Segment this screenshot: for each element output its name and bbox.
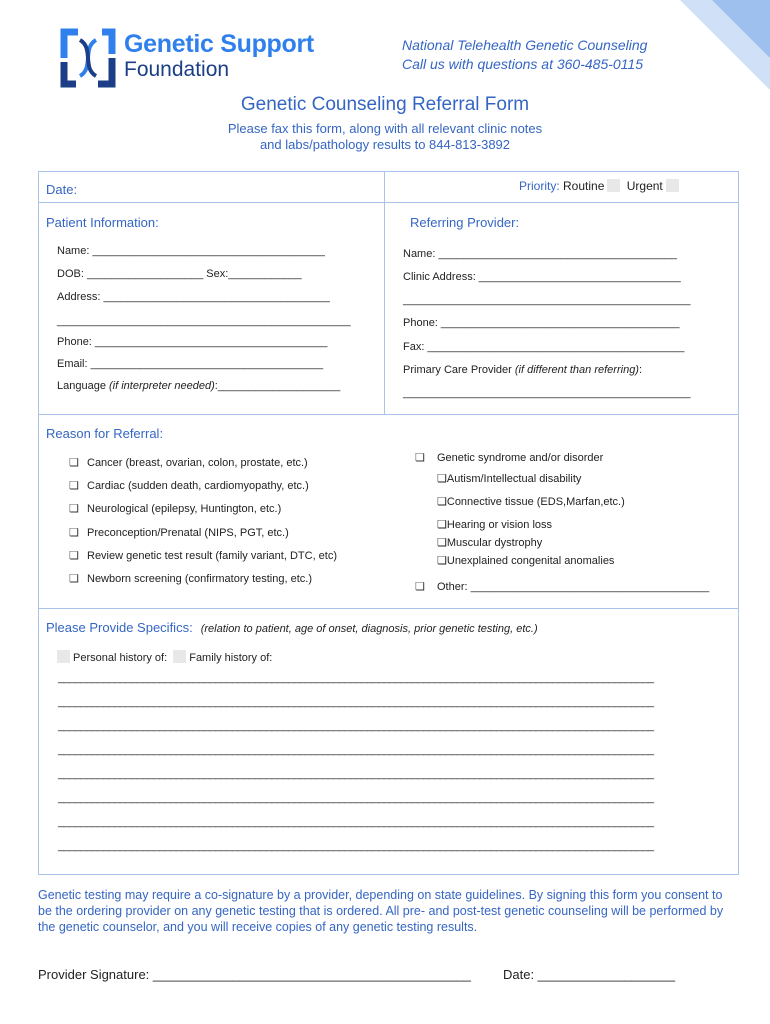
reason-sub-item[interactable]: [437, 554, 614, 567]
history-options: [57, 650, 272, 664]
logo-text-line2: Foundation: [124, 58, 230, 81]
reason-heading: Reason for Referral:: [46, 426, 164, 441]
pcp-label: Primary Care Provider: [403, 364, 515, 376]
reason-item-label: Hearing or vision loss: [446, 519, 553, 531]
urgent-checkbox[interactable]: [666, 179, 679, 192]
specifics-note: (relation to patient, age of onset, diagnosis, prior genetic testing, etc.): [200, 623, 538, 635]
reason-item-label: Cardiac (sudden death, cardiomyopathy, etc.): [87, 480, 309, 492]
patient-name-field[interactable]: Name: ______________________________________: [57, 245, 325, 257]
reason-item-label: Genetic syndrome and/or disorder: [437, 452, 604, 464]
reason-item-label: Autism/Intellectual disability: [446, 473, 582, 485]
language-line: :____________________: [214, 380, 341, 392]
divider: [39, 202, 738, 203]
specifics-line[interactable]: __________________________________________________________________________________________________________: [58, 720, 654, 732]
tagline-phone: Call us with questions at 360-485-0115: [402, 56, 644, 72]
reason-item[interactable]: [69, 456, 308, 469]
specifics-line[interactable]: __________________________________________________________________________________________________________: [58, 696, 654, 708]
priority-label: Priority:: [519, 179, 560, 193]
divider: [39, 608, 738, 609]
checkbox-icon: ❏: [415, 581, 425, 593]
logo-text-line1: Genetic Support: [124, 30, 314, 58]
patient-address-line2[interactable]: ________________________________________________: [57, 315, 351, 327]
reason-item-label: Unexplained congenital anomalies: [446, 555, 615, 567]
page-title: Genetic Counseling Referral Form: [240, 94, 530, 115]
specifics-line[interactable]: __________________________________________________________________________________________________________: [58, 792, 654, 804]
reason-item[interactable]: [69, 479, 309, 492]
routine-label: Routine: [563, 179, 605, 193]
provider-heading: Referring Provider:: [410, 215, 520, 230]
logo: [58, 28, 328, 90]
provider-signature-field[interactable]: Provider Signature: ____________________________________________: [38, 967, 472, 982]
patient-heading: Patient Information:: [46, 215, 159, 230]
specifics-line[interactable]: __________________________________________________________________________________________________________: [58, 744, 654, 756]
reason-other-field: Other: _______________________________________: [437, 581, 710, 593]
pcp-note: (if different than referring): [514, 364, 639, 376]
signature-date-field[interactable]: Date: ___________________: [503, 967, 676, 982]
checkbox-icon: ❏: [69, 457, 79, 469]
reason-other[interactable]: [415, 580, 709, 593]
column-divider: [384, 172, 385, 414]
checkbox-icon: ❏: [415, 452, 425, 464]
specifics-line[interactable]: __________________________________________________________________________________________________________: [58, 816, 654, 828]
checkbox-icon: ❏: [437, 496, 447, 508]
tagline: [402, 36, 647, 74]
checkbox-icon: ❏: [69, 527, 79, 539]
reason-item-label: Cancer (breast, ovarian, colon, prostate, etc.): [87, 457, 308, 469]
tagline-service: National Telehealth Genetic Counseling: [402, 37, 648, 53]
reason-syndrome[interactable]: [415, 451, 603, 464]
pcp-colon: :: [638, 364, 643, 376]
page-subtitle: [0, 121, 770, 153]
reason-sub-item[interactable]: [437, 472, 581, 485]
checkbox-icon: ❏: [69, 480, 79, 492]
patient-dob-sex-field[interactable]: DOB: ___________________ Sex:____________: [57, 268, 302, 280]
reason-item-label: Connective tissue (EDS,Marfan,etc.): [446, 496, 625, 508]
reason-sub-item[interactable]: [437, 518, 552, 531]
reason-sub-item[interactable]: [437, 536, 542, 549]
provider-clinic-field[interactable]: Clinic Address: _________________________________: [403, 271, 681, 283]
urgent-label: Urgent: [626, 179, 663, 193]
reason-item-label: Neurological (epilepsy, Huntington, etc.): [87, 503, 282, 515]
subtitle-line2: and labs/pathology results to 844-813-3892: [259, 137, 511, 152]
reason-item-label: Preconception/Prenatal (NIPS, PGT, etc.): [87, 527, 289, 539]
reason-item[interactable]: [69, 526, 289, 539]
reason-item[interactable]: [69, 572, 312, 585]
checkbox-icon: ❏: [437, 473, 447, 485]
patient-address-field[interactable]: Address: _____________________________________: [57, 291, 330, 303]
subtitle-line1: Please fax this form, along with all relevant clinic notes: [227, 121, 543, 136]
personal-history-label: Personal history of:: [73, 652, 168, 664]
checkbox-icon: ❏: [437, 537, 447, 549]
disclaimer: Genetic testing may require a co-signature by a provider, depending on state guidelines. By signing this form you consent to be the ordering provider on any genetic testing that is ordered. All pre- and post-test genetic counseling will be performed by the genetic counselor, and you will receive copies of any genetic testing results.: [38, 888, 724, 934]
provider-clinic-line2[interactable]: _______________________________________________: [403, 294, 691, 306]
provider-phone-field[interactable]: Phone: _______________________________________: [403, 317, 680, 329]
specifics-line[interactable]: __________________________________________________________________________________________________________: [58, 672, 654, 684]
language-label: Language: [57, 380, 109, 392]
patient-phone-field[interactable]: Phone: ______________________________________: [57, 336, 328, 348]
patient-language-field[interactable]: [57, 380, 340, 392]
provider-pcp-line[interactable]: _______________________________________________: [403, 387, 691, 399]
family-history-label: Family history of:: [189, 652, 273, 664]
specifics-line[interactable]: __________________________________________________________________________________________________________: [58, 768, 654, 780]
checkbox-icon: ❏: [69, 573, 79, 585]
reason-item[interactable]: [69, 502, 281, 515]
routine-checkbox[interactable]: [607, 179, 620, 192]
corner-decoration: [680, 0, 770, 90]
dna-helix-icon: [58, 28, 118, 88]
provider-fax-field[interactable]: Fax: __________________________________________: [403, 341, 685, 353]
provider-name-field[interactable]: Name: _______________________________________: [403, 248, 678, 260]
specifics-title: Please Provide Specifics:: [46, 620, 193, 635]
checkbox-icon: ❏: [69, 503, 79, 515]
divider: [39, 414, 738, 415]
family-history-checkbox[interactable]: [173, 650, 186, 663]
personal-history-checkbox[interactable]: [57, 650, 70, 663]
specifics-line[interactable]: __________________________________________________________________________________________________________: [58, 840, 654, 852]
reason-item-label: Newborn screening (confirmatory testing, etc.): [87, 573, 312, 585]
referral-form: [38, 171, 739, 875]
checkbox-icon: ❏: [69, 550, 79, 562]
reason-item-label: Review genetic test result (family variant, DTC, etc): [87, 550, 338, 562]
reason-sub-item[interactable]: [437, 495, 625, 508]
language-note: (if interpreter needed): [109, 380, 215, 392]
patient-email-field[interactable]: Email: ______________________________________: [57, 358, 324, 370]
checkbox-icon: ❏: [437, 555, 447, 567]
specifics-heading: [46, 620, 538, 635]
priority-field: [519, 179, 682, 193]
checkbox-icon: ❏: [437, 519, 447, 531]
provider-pcp-label: [403, 364, 642, 376]
date-label: Date:: [46, 182, 78, 197]
reason-item-label: Muscular dystrophy: [446, 537, 543, 549]
reason-item[interactable]: [69, 549, 337, 562]
